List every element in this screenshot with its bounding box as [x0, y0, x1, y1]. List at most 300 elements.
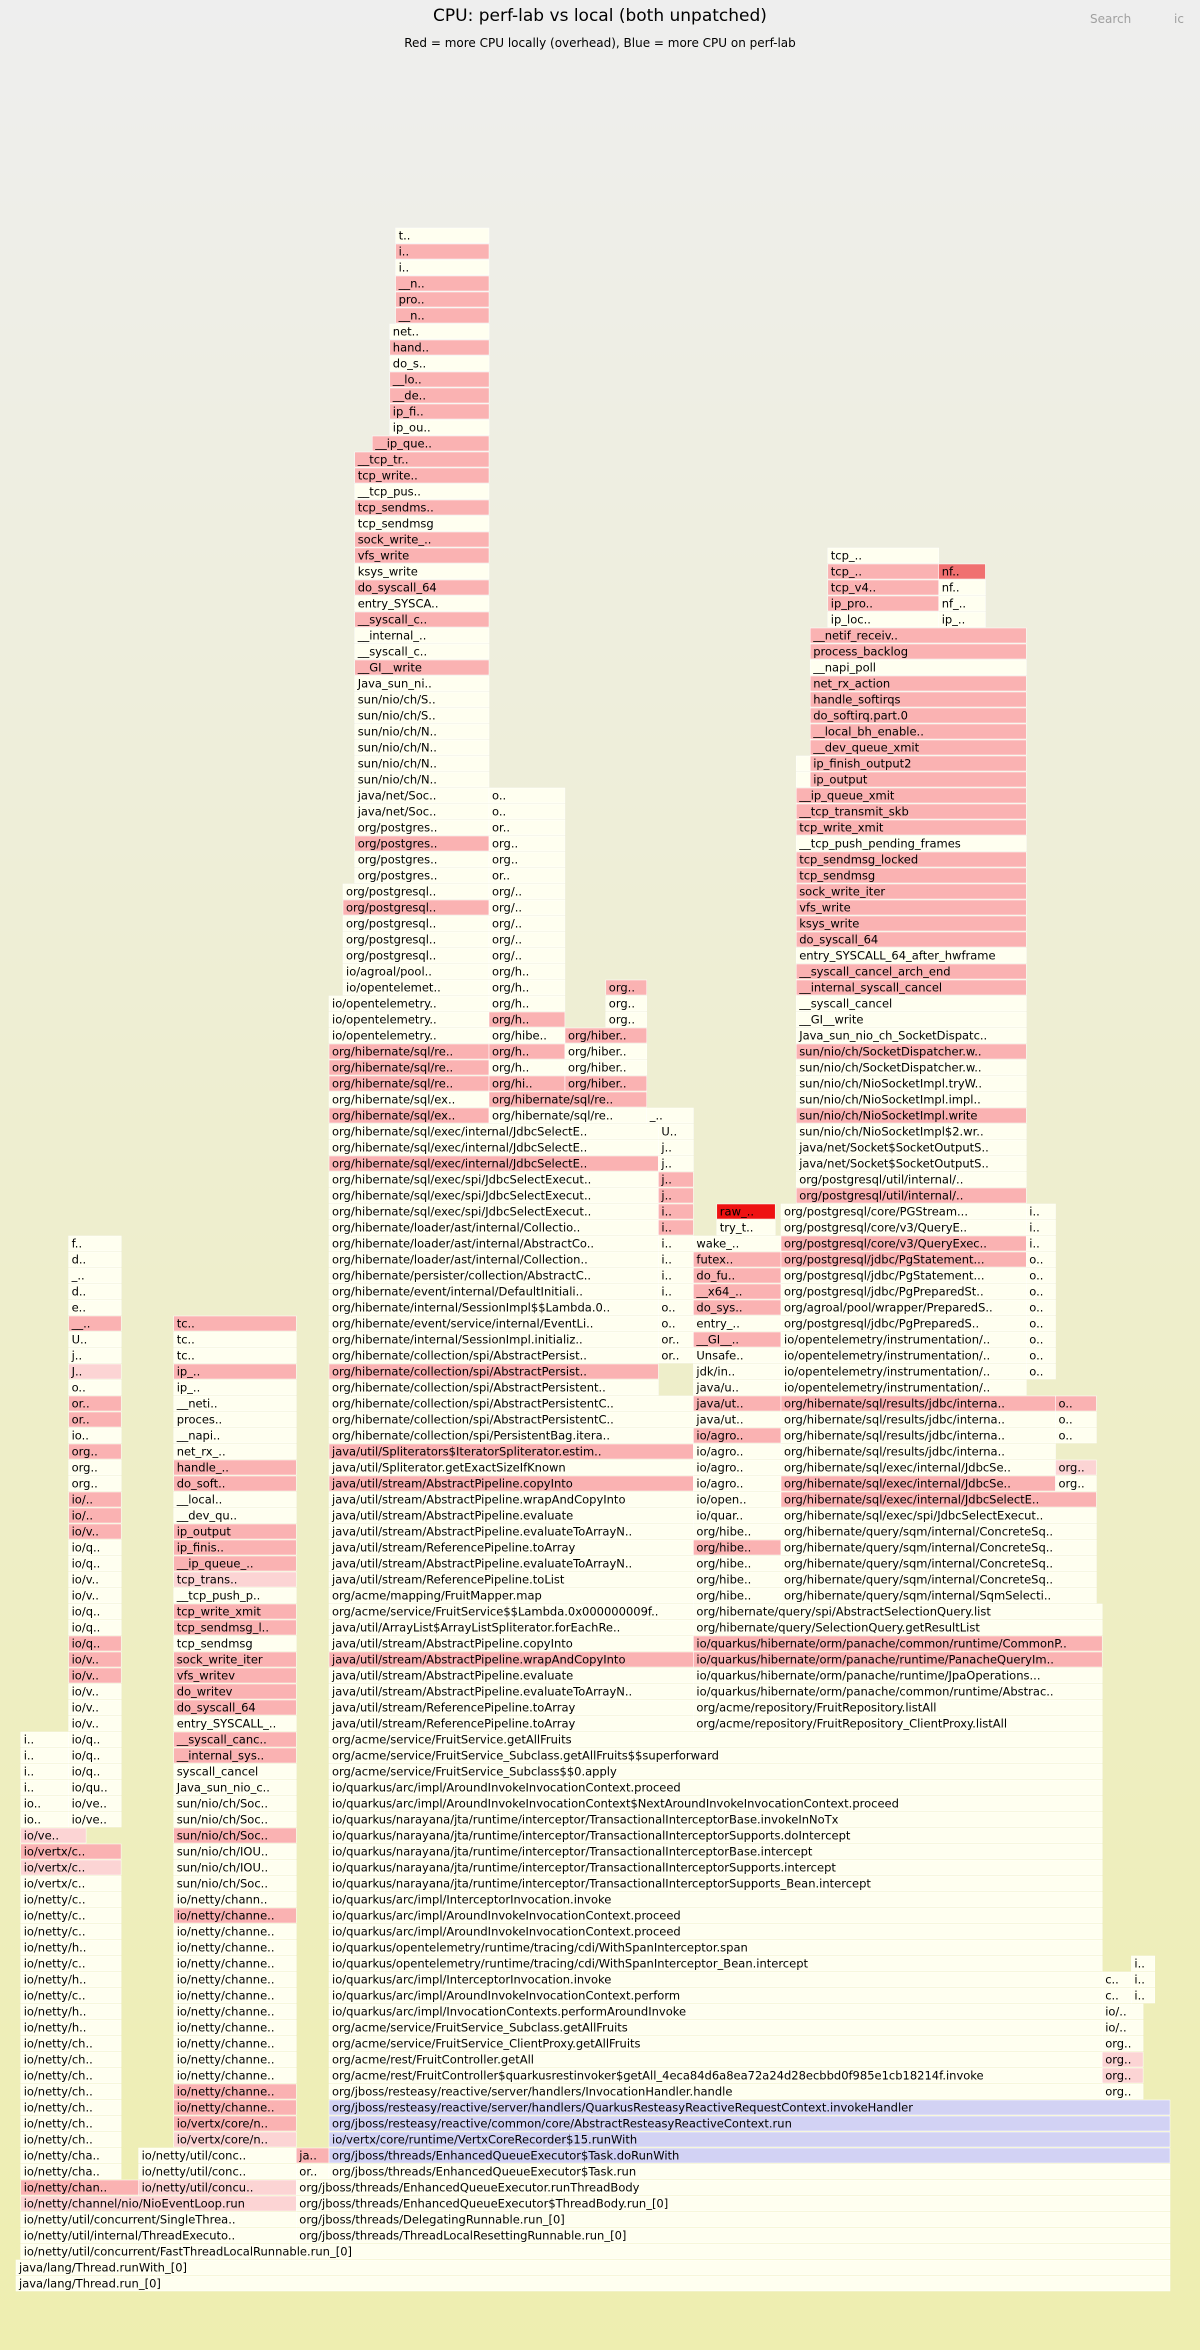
frame-16[interactable]	[21, 2148, 121, 2163]
frame-25[interactable]	[329, 2116, 1170, 2131]
frame-230[interactable]	[329, 1348, 658, 1363]
frame-342[interactable]	[343, 948, 489, 963]
frame-290[interactable]	[658, 1188, 693, 1203]
frame-293[interactable]	[658, 1172, 693, 1187]
frame-327[interactable]	[329, 1012, 489, 1027]
frame-7[interactable]	[21, 2196, 297, 2211]
frame-199[interactable]	[69, 1428, 122, 1443]
frame-396[interactable]	[810, 628, 1026, 643]
frame-183[interactable]	[174, 1476, 297, 1491]
frame-11[interactable]	[296, 2180, 1170, 2195]
frame-176[interactable]	[781, 1508, 1096, 1523]
frame-361[interactable]	[489, 852, 565, 867]
frame-79[interactable]	[21, 1876, 121, 1891]
frame-302[interactable]	[658, 1124, 693, 1139]
frame-351[interactable]	[343, 900, 489, 915]
frame-368[interactable]	[796, 820, 1026, 835]
frame-101[interactable]	[174, 1780, 297, 1795]
frame-275[interactable]	[658, 1236, 693, 1251]
frame-249[interactable]	[69, 1300, 122, 1315]
frame-162[interactable]	[69, 1540, 122, 1555]
frame-262[interactable]	[329, 1268, 658, 1283]
frame-177[interactable]	[69, 1492, 122, 1507]
frame-229[interactable]	[174, 1348, 297, 1363]
frame-344[interactable]	[796, 948, 1026, 963]
frame-204[interactable]	[1056, 1428, 1097, 1443]
frame-278[interactable]	[1026, 1236, 1055, 1251]
frame-165[interactable]	[693, 1540, 781, 1555]
frame-2[interactable]	[21, 2244, 1170, 2259]
frame-12[interactable]	[21, 2164, 121, 2179]
frame-68[interactable]	[174, 1940, 297, 1955]
frame-84[interactable]	[329, 1860, 1102, 1875]
frame-10[interactable]	[139, 2180, 297, 2195]
frame-404[interactable]	[828, 580, 939, 595]
frame-93[interactable]	[174, 1812, 297, 1827]
frame-180[interactable]	[693, 1492, 781, 1507]
frame-415[interactable]	[355, 468, 489, 483]
frame-194[interactable]	[69, 1444, 122, 1459]
frame-335[interactable]	[343, 980, 489, 995]
frame-75[interactable]	[329, 1908, 1102, 1923]
frame-322[interactable]	[796, 1044, 1026, 1059]
frame-307[interactable]	[796, 1108, 1026, 1123]
frame-300[interactable]	[796, 1140, 1026, 1155]
frame-91[interactable]	[21, 1812, 69, 1827]
frame-58[interactable]	[21, 1972, 121, 1987]
frame-164[interactable]	[329, 1540, 693, 1555]
frame-270[interactable]	[693, 1252, 781, 1267]
frame-236[interactable]	[174, 1332, 297, 1347]
frame-395[interactable]	[355, 628, 489, 643]
frame-429[interactable]	[396, 244, 489, 259]
frame-341[interactable]	[796, 964, 1026, 979]
frame-168[interactable]	[174, 1524, 297, 1539]
frame-134[interactable]	[693, 1652, 1102, 1667]
frame-185[interactable]	[693, 1476, 781, 1491]
frame-33[interactable]	[21, 2068, 121, 2083]
frame-321[interactable]	[565, 1044, 647, 1059]
frame-220[interactable]	[693, 1380, 781, 1395]
frame-418[interactable]	[390, 420, 489, 435]
search-button[interactable]: Search	[1090, 12, 1132, 26]
frame-193[interactable]	[1056, 1460, 1097, 1475]
frame-51[interactable]	[329, 2004, 1102, 2019]
frame-23[interactable]	[21, 2116, 121, 2131]
frame-3[interactable]	[21, 2228, 297, 2243]
frame-354[interactable]	[343, 884, 489, 899]
frame-131[interactable]	[69, 1652, 122, 1667]
frame-156[interactable]	[781, 1572, 1096, 1587]
frame-107[interactable]	[21, 1748, 69, 1763]
frame-30[interactable]	[174, 2084, 297, 2099]
frame-38[interactable]	[174, 2052, 297, 2067]
frame-301[interactable]	[329, 1124, 658, 1139]
frame-384[interactable]	[810, 724, 1026, 739]
frame-367[interactable]	[489, 820, 565, 835]
frame-47[interactable]	[329, 2020, 1102, 2035]
frame-323[interactable]	[329, 1028, 489, 1043]
frame-29[interactable]	[21, 2084, 121, 2099]
frame-350[interactable]	[796, 916, 1026, 931]
frame-407[interactable]	[828, 564, 939, 579]
frame-374[interactable]	[796, 788, 1026, 803]
frame-412[interactable]	[355, 516, 489, 531]
frame-97[interactable]	[174, 1796, 297, 1811]
frame-381[interactable]	[355, 740, 489, 755]
frame-248[interactable]	[1026, 1316, 1055, 1331]
frame-166[interactable]	[781, 1540, 1096, 1555]
frame-70[interactable]	[21, 1924, 121, 1939]
frame-149[interactable]	[329, 1588, 693, 1603]
frame-287[interactable]	[781, 1204, 1026, 1219]
frame-259[interactable]	[781, 1284, 1026, 1299]
frame-129[interactable]	[329, 1668, 693, 1683]
frame-211[interactable]	[69, 1396, 122, 1411]
frame-364[interactable]	[489, 836, 565, 851]
frame-428[interactable]	[396, 260, 489, 275]
frame-336[interactable]	[489, 980, 565, 995]
frame-286[interactable]	[717, 1204, 775, 1219]
frame-347[interactable]	[796, 932, 1026, 947]
frame-267[interactable]	[69, 1252, 122, 1267]
frame-363[interactable]	[355, 836, 489, 851]
frame-64[interactable]	[174, 1956, 297, 1971]
frame-191[interactable]	[693, 1460, 781, 1475]
frame-124[interactable]	[174, 1684, 297, 1699]
frame-338[interactable]	[796, 980, 1026, 995]
frame-245[interactable]	[658, 1316, 693, 1331]
frame-196[interactable]	[329, 1444, 693, 1459]
frame-133[interactable]	[329, 1652, 693, 1667]
frame-73[interactable]	[21, 1908, 121, 1923]
frame-360[interactable]	[355, 852, 489, 867]
frame-56[interactable]	[1102, 1988, 1131, 2003]
frame-148[interactable]	[174, 1588, 297, 1603]
frame-15[interactable]	[329, 2164, 1170, 2179]
frame-31[interactable]	[329, 2084, 1102, 2099]
frame-24[interactable]	[174, 2116, 297, 2131]
frame-rect[interactable]	[796, 772, 810, 787]
frame-62[interactable]	[1131, 1972, 1154, 1987]
frame-192[interactable]	[781, 1460, 1056, 1475]
frame-150[interactable]	[693, 1588, 781, 1603]
frame-123[interactable]	[69, 1684, 122, 1699]
frame-72[interactable]	[329, 1924, 1102, 1939]
frame-399[interactable]	[939, 612, 986, 627]
frame-85[interactable]	[21, 1844, 121, 1859]
frame-147[interactable]	[69, 1588, 122, 1603]
frame-213[interactable]	[329, 1396, 693, 1411]
frame-228[interactable]	[69, 1348, 122, 1363]
frame-60[interactable]	[329, 1972, 1102, 1987]
frame-135[interactable]	[69, 1636, 122, 1651]
frame-67[interactable]	[21, 1940, 121, 1955]
frame-155[interactable]	[693, 1572, 781, 1587]
frame-317[interactable]	[565, 1060, 647, 1075]
frame-175[interactable]	[693, 1508, 781, 1523]
frame-315[interactable]	[329, 1060, 489, 1075]
frame-422[interactable]	[390, 356, 489, 371]
frame-221[interactable]	[781, 1380, 1026, 1395]
frame-430[interactable]	[396, 228, 489, 243]
frame-393[interactable]	[355, 644, 489, 659]
frame-329[interactable]	[606, 1012, 647, 1027]
frame-316[interactable]	[489, 1060, 565, 1075]
frame-48[interactable]	[1102, 2020, 1143, 2035]
frame-13[interactable]	[139, 2164, 297, 2179]
frame-88[interactable]	[21, 1828, 86, 1843]
frame-19[interactable]	[329, 2148, 1170, 2163]
frame-126[interactable]	[693, 1684, 1102, 1699]
frame-239[interactable]	[693, 1332, 781, 1347]
frame-244[interactable]	[329, 1316, 658, 1331]
frame-105[interactable]	[174, 1764, 297, 1779]
frame-rect[interactable]	[16, 2260, 1170, 2275]
frame-139[interactable]	[69, 1620, 122, 1635]
frame-36[interactable]	[1102, 2068, 1143, 2083]
frame-142[interactable]	[693, 1620, 1102, 1635]
frame-266[interactable]	[1026, 1268, 1055, 1283]
frame-153[interactable]	[174, 1572, 297, 1587]
frame-402[interactable]	[939, 596, 986, 611]
frame-388[interactable]	[810, 692, 1026, 707]
frame-40[interactable]	[1102, 2052, 1143, 2067]
frame-284[interactable]	[329, 1204, 658, 1219]
frame-240[interactable]	[781, 1332, 1026, 1347]
frame-189[interactable]	[174, 1460, 297, 1475]
frame-130[interactable]	[693, 1668, 1102, 1683]
frame-128[interactable]	[174, 1668, 297, 1683]
frame-169[interactable]	[329, 1524, 693, 1539]
frame-76[interactable]	[21, 1892, 121, 1907]
frame-295[interactable]	[329, 1156, 658, 1171]
frame-257[interactable]	[658, 1284, 693, 1299]
frame-254[interactable]	[1026, 1300, 1055, 1315]
frame-200[interactable]	[174, 1428, 297, 1443]
frame-215[interactable]	[781, 1396, 1056, 1411]
frame-203[interactable]	[781, 1428, 1056, 1443]
frame-349[interactable]	[489, 916, 565, 931]
frame-43[interactable]	[329, 2036, 1102, 2051]
frame-357[interactable]	[355, 868, 489, 883]
reset-zoom-button[interactable]: ic	[1174, 12, 1184, 26]
frame-22[interactable]	[329, 2132, 1170, 2147]
frame-339[interactable]	[343, 964, 489, 979]
frame-255[interactable]	[69, 1284, 122, 1299]
frame-46[interactable]	[174, 2020, 297, 2035]
frame-359[interactable]	[796, 868, 1026, 883]
frame-426[interactable]	[396, 292, 489, 307]
frame-179[interactable]	[329, 1492, 693, 1507]
frame-172[interactable]	[69, 1508, 122, 1523]
frame-212[interactable]	[174, 1396, 297, 1411]
frame-145[interactable]	[329, 1604, 693, 1619]
frame-146[interactable]	[693, 1604, 1102, 1619]
frame-370[interactable]	[489, 804, 565, 819]
frame-8[interactable]	[296, 2196, 1170, 2211]
frame-113[interactable]	[174, 1732, 297, 1747]
frame-425[interactable]	[396, 308, 489, 323]
frame-383[interactable]	[355, 724, 489, 739]
frame-121[interactable]	[329, 1700, 693, 1715]
frame-102[interactable]	[329, 1780, 1102, 1795]
frame-116[interactable]	[174, 1716, 297, 1731]
frame-391[interactable]	[355, 660, 489, 675]
frame-rect[interactable]	[796, 756, 810, 771]
frame-201[interactable]	[329, 1428, 693, 1443]
frame-86[interactable]	[174, 1844, 297, 1859]
frame-71[interactable]	[174, 1924, 297, 1939]
frame-358[interactable]	[489, 868, 565, 883]
frame-352[interactable]	[489, 900, 565, 915]
frame-106[interactable]	[329, 1764, 1102, 1779]
frame-251[interactable]	[658, 1300, 693, 1315]
frame-218[interactable]	[174, 1380, 297, 1395]
frame-365[interactable]	[796, 836, 1026, 851]
frame-246[interactable]	[693, 1316, 781, 1331]
frame-310[interactable]	[796, 1092, 1026, 1107]
frame-309[interactable]	[489, 1092, 647, 1107]
frame-202[interactable]	[693, 1428, 781, 1443]
frame-306[interactable]	[647, 1108, 694, 1123]
frame-356[interactable]	[796, 884, 1026, 899]
frame-90[interactable]	[329, 1828, 1102, 1843]
frame-69[interactable]	[329, 1940, 1102, 1955]
frame-0[interactable]	[16, 2276, 1170, 2291]
frame-386[interactable]	[810, 708, 1026, 723]
frame-159[interactable]	[329, 1556, 693, 1571]
frame-235[interactable]	[69, 1332, 122, 1347]
frame-334[interactable]	[796, 996, 1026, 1011]
frame-241[interactable]	[1026, 1332, 1055, 1347]
frame-99[interactable]	[21, 1780, 69, 1795]
frame-6[interactable]	[296, 2212, 1170, 2227]
frame-294[interactable]	[796, 1172, 1026, 1187]
frame-273[interactable]	[69, 1236, 122, 1251]
frame-281[interactable]	[717, 1220, 775, 1235]
frame-269[interactable]	[658, 1252, 693, 1267]
frame-152[interactable]	[69, 1572, 122, 1587]
frame-348[interactable]	[343, 916, 489, 931]
frame-250[interactable]	[329, 1300, 658, 1315]
frame-298[interactable]	[329, 1140, 658, 1155]
frame-371[interactable]	[796, 804, 1026, 819]
frame-238[interactable]	[658, 1332, 693, 1347]
frame-423[interactable]	[390, 340, 489, 355]
frame-328[interactable]	[489, 1012, 565, 1027]
frame-397[interactable]	[355, 612, 489, 627]
frame-282[interactable]	[781, 1220, 1026, 1235]
frame-154[interactable]	[329, 1572, 693, 1587]
frame-225[interactable]	[693, 1364, 781, 1379]
frame-137[interactable]	[329, 1636, 693, 1651]
frame-420[interactable]	[390, 388, 489, 403]
frame-258[interactable]	[693, 1284, 781, 1299]
frame-197[interactable]	[693, 1444, 781, 1459]
frame-340[interactable]	[489, 964, 565, 979]
frame-289[interactable]	[329, 1188, 658, 1203]
frame-416[interactable]	[355, 452, 489, 467]
frame-61[interactable]	[1102, 1972, 1131, 1987]
frame-187[interactable]	[1056, 1476, 1097, 1491]
frame-89[interactable]	[174, 1828, 297, 1843]
frame-406[interactable]	[355, 564, 489, 579]
frame-261[interactable]	[69, 1268, 122, 1283]
frame-345[interactable]	[343, 932, 489, 947]
frame-34[interactable]	[174, 2068, 297, 2083]
frame-222[interactable]	[69, 1364, 122, 1379]
frame-157[interactable]	[69, 1556, 122, 1571]
frame-195[interactable]	[174, 1444, 297, 1459]
frame-379[interactable]	[796, 756, 810, 771]
frame-50[interactable]	[174, 2004, 297, 2019]
frame-83[interactable]	[174, 1860, 297, 1875]
frame-311[interactable]	[329, 1076, 489, 1091]
frame-184[interactable]	[329, 1476, 693, 1491]
frame-232[interactable]	[693, 1348, 781, 1363]
frame-14[interactable]	[296, 2164, 329, 2179]
frame-312[interactable]	[489, 1076, 565, 1091]
frame-346[interactable]	[489, 932, 565, 947]
frame-45[interactable]	[21, 2020, 121, 2035]
frame-274[interactable]	[329, 1236, 658, 1251]
frame-39[interactable]	[329, 2052, 1102, 2067]
frame-103[interactable]	[21, 1764, 69, 1779]
frame-rect[interactable]	[396, 244, 489, 259]
frame-424[interactable]	[390, 324, 489, 339]
frame-325[interactable]	[565, 1028, 647, 1043]
frame-419[interactable]	[390, 404, 489, 419]
frame-44[interactable]	[1102, 2036, 1143, 2051]
frame-120[interactable]	[174, 1700, 297, 1715]
frame-28[interactable]	[329, 2100, 1170, 2115]
frame-279[interactable]	[329, 1220, 658, 1235]
frame-136[interactable]	[174, 1636, 297, 1651]
frame-231[interactable]	[658, 1348, 693, 1363]
frame-186[interactable]	[781, 1476, 1056, 1491]
frame-382[interactable]	[810, 740, 1026, 755]
frame-171[interactable]	[781, 1524, 1096, 1539]
frame-207[interactable]	[329, 1412, 693, 1427]
frame-49[interactable]	[21, 2004, 121, 2019]
frame-283[interactable]	[1026, 1220, 1055, 1235]
frame-205[interactable]	[69, 1412, 122, 1427]
frame-110[interactable]	[329, 1748, 1102, 1763]
frame-87[interactable]	[329, 1844, 1102, 1859]
frame-264[interactable]	[693, 1268, 781, 1283]
frame-304[interactable]	[329, 1108, 489, 1123]
frame-138[interactable]	[693, 1636, 1102, 1651]
frame-27[interactable]	[174, 2100, 297, 2115]
frame-20[interactable]	[21, 2132, 121, 2147]
frame-377[interactable]	[810, 772, 1026, 787]
frame-181[interactable]	[781, 1492, 1096, 1507]
frame-1[interactable]	[16, 2260, 1170, 2275]
frame-170[interactable]	[693, 1524, 781, 1539]
frame-55[interactable]	[329, 1988, 1102, 2003]
frame-21[interactable]	[174, 2132, 297, 2147]
frame-109[interactable]	[174, 1748, 297, 1763]
frame-398[interactable]	[828, 612, 939, 627]
frame-276[interactable]	[693, 1236, 781, 1251]
frame-57[interactable]	[1131, 1988, 1154, 2003]
frame-260[interactable]	[1026, 1284, 1055, 1299]
frame-52[interactable]	[1102, 2004, 1143, 2019]
frame-413[interactable]	[355, 500, 489, 515]
frame-320[interactable]	[489, 1044, 565, 1059]
frame-rect[interactable]	[396, 260, 489, 275]
